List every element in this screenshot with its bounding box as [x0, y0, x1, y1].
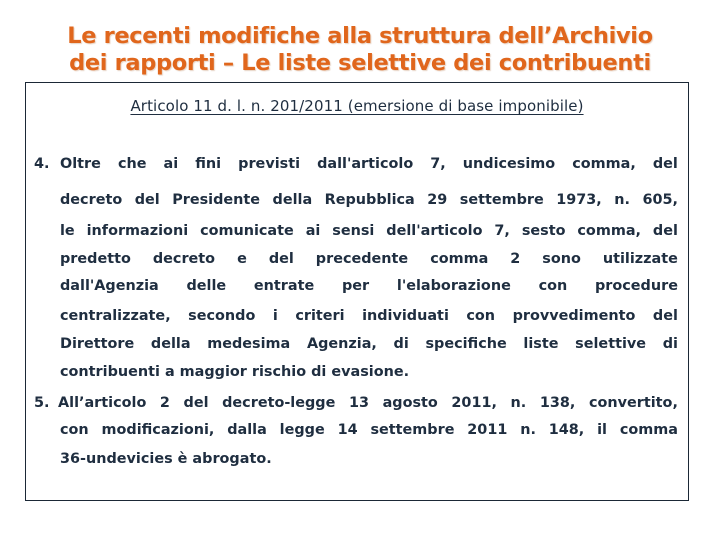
word: settembre — [459, 192, 544, 208]
word: convertito, — [588, 395, 678, 411]
content-box — [25, 82, 689, 501]
paragraph-number: 5. — [34, 395, 50, 411]
word: dall'articolo — [317, 156, 414, 172]
word: decreto — [152, 251, 216, 267]
article-heading: Articolo 11 d. l. n. 201/2011 (emersione di base imponibile) — [130, 97, 584, 115]
word: agosto — [382, 395, 438, 411]
word: Oltre — [60, 156, 101, 172]
word: 138, — [539, 395, 576, 411]
word: comma — [430, 251, 489, 267]
word: e — [237, 251, 247, 267]
word: undicesimo — [462, 156, 556, 172]
word: il — [597, 422, 607, 438]
word: dell'articolo — [386, 223, 483, 239]
word: procedure — [594, 278, 678, 294]
word: i — [272, 308, 278, 324]
word: della — [150, 336, 191, 352]
word: individuati — [362, 308, 449, 324]
paragraph-line: contribuenti a maggior rischio di evasione. — [60, 364, 410, 380]
word: sono — [542, 251, 581, 267]
word: comma — [619, 422, 678, 438]
paragraph-line — [60, 420, 678, 440]
word: 7, — [494, 223, 510, 239]
word: Agenzia, — [306, 336, 377, 352]
word: All’articolo — [58, 395, 147, 411]
word: 2011, — [451, 395, 497, 411]
word: liste — [523, 336, 559, 352]
word: 14 — [337, 422, 358, 438]
word: medesima — [207, 336, 291, 352]
word: sensi — [332, 223, 375, 239]
word: del — [134, 192, 160, 208]
word: Presidente — [172, 192, 261, 208]
word: n. — [614, 192, 630, 208]
paragraph-line: 36-undevicies è abrogato. — [60, 451, 272, 467]
word: 13 — [348, 395, 369, 411]
word: con — [60, 422, 89, 438]
paragraph-number: 4. — [34, 156, 50, 172]
word: 1973, — [556, 192, 602, 208]
word: previsti — [238, 156, 301, 172]
word: sesto — [521, 223, 566, 239]
word: del — [652, 223, 678, 239]
word: predetto — [60, 251, 131, 267]
word: secondo — [188, 308, 256, 324]
word: del — [268, 251, 294, 267]
word: del — [183, 395, 209, 411]
word: criteri — [295, 308, 345, 324]
word: fini — [195, 156, 222, 172]
word: settembre — [370, 422, 455, 438]
word: 29 — [427, 192, 448, 208]
word: 7, — [430, 156, 446, 172]
word: le — [60, 223, 75, 239]
word: dalla — [227, 422, 267, 438]
word: del — [652, 156, 678, 172]
word: 148, — [548, 422, 585, 438]
word: utilizzate — [602, 251, 678, 267]
word: della — [272, 192, 313, 208]
word: con — [466, 308, 496, 324]
word: centralizzate, — [60, 308, 171, 324]
word: comma, — [572, 156, 636, 172]
word: che — [117, 156, 147, 172]
word: legge — [279, 422, 325, 438]
word: 2 — [159, 395, 170, 411]
word: provvedimento — [512, 308, 636, 324]
word: n. — [510, 395, 527, 411]
word: delle — [186, 278, 227, 294]
word: 2 — [510, 251, 521, 267]
word: con — [538, 278, 568, 294]
word: selettive — [575, 336, 647, 352]
word: ai — [305, 223, 321, 239]
slide-title — [0, 23, 720, 77]
word: dall'Agenzia — [60, 278, 159, 294]
word: modificazioni, — [101, 422, 215, 438]
word: comma, — [577, 223, 641, 239]
word: specifiche — [425, 336, 507, 352]
word: l'elaborazione — [396, 278, 511, 294]
word: per — [341, 278, 370, 294]
word: Repubblica — [324, 192, 415, 208]
paragraph-line — [58, 393, 678, 413]
word: precedente — [315, 251, 409, 267]
word: Direttore — [60, 336, 135, 352]
word: entrate — [253, 278, 315, 294]
word: ai — [163, 156, 179, 172]
word: di — [662, 336, 678, 352]
word: decreto-legge — [222, 395, 336, 411]
paragraph-5 — [26, 83, 688, 500]
slide-title-line-1: Le recenti modifiche alla struttura dell’Archivio — [67, 23, 653, 49]
word: del — [652, 308, 678, 324]
word: comunicate — [200, 223, 294, 239]
word: n. — [520, 422, 536, 438]
word: informazioni — [86, 223, 189, 239]
slide-title-line-2: dei rapporti – Le liste selettive dei contribuenti — [69, 50, 651, 76]
word: 605, — [642, 192, 678, 208]
word: 2011 — [467, 422, 508, 438]
word: decreto — [60, 192, 123, 208]
word: di — [393, 336, 409, 352]
